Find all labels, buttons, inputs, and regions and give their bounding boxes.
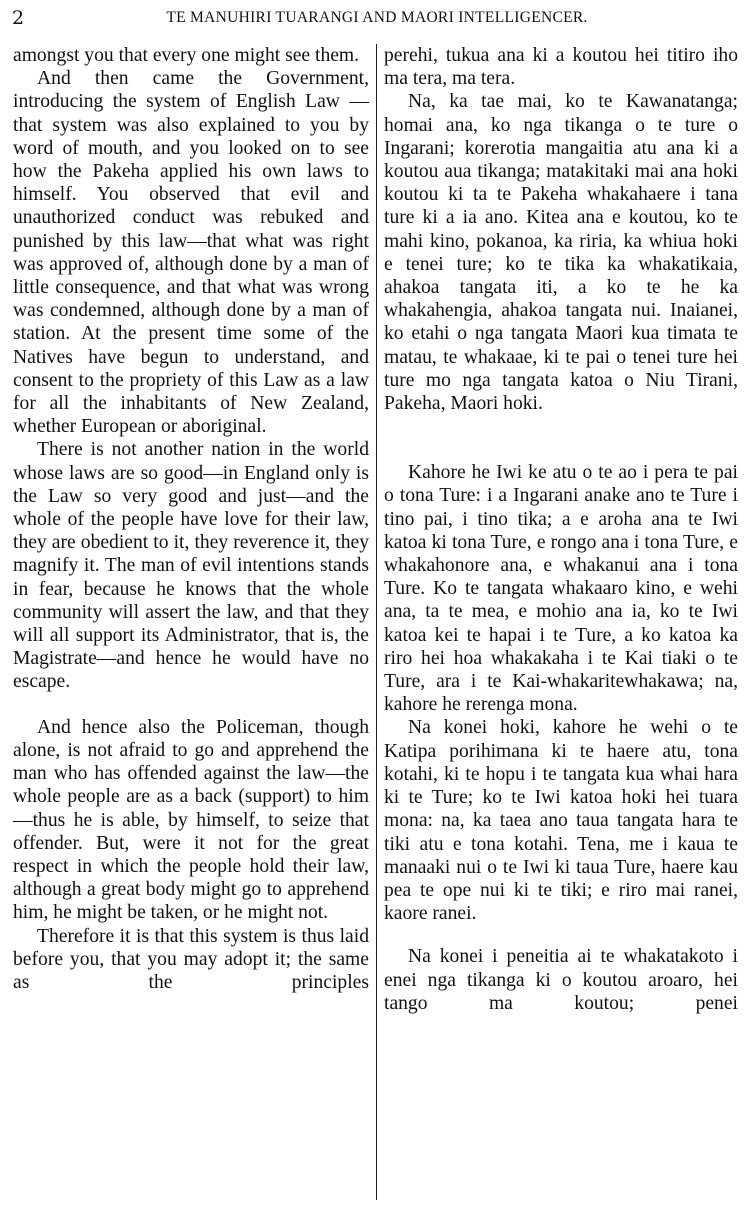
page-number: 2 — [12, 7, 25, 29]
english-paragraph: And hence also the Policeman, though alone, is not afraid to go and apprehend the man who has offended against the law—the whole people are as a back (support) to him—thus he is able, by himself, to seize that offender. But, were it not for the great respect in which the people hold their law, although a great body might go to apprehend him, he might be taken, or he might not. — [13, 716, 369, 924]
column-divider — [376, 44, 377, 1200]
running-title: TE MANUHIRI TUARANGI AND MAORI INTELLIGENCER. — [166, 9, 588, 26]
english-column — [13, 44, 369, 994]
maori-paragraph: Na, ka tae mai, ko te Kawanatanga; homai ana, ko nga tikanga o te ture o Ingarani; korerotia mangaitia atu ana ki a koutou aua tikanga; matakitaki mai ana hoki koutou ki ta te Pakeha whakahaere i tana ture ki a ia ano. Kitea ana e koutou, ko te mahi kino, pokanoa, ka riria, ka whiua hoki e tenei ture; ko te tika ka whakatikaia, ahakoa tangata iti, a ko te he ka whakahengia, ahakoa tangata nui. Inaianei, ko etahi o nga tangata Maori kua timata te matau, te whakaae, ki te pai o tenei ture hei ture mo nga tangata katoa o Niu Tirani, Pakeha, Maori hoki. — [384, 91, 738, 415]
maori-column — [384, 44, 738, 1015]
paragraph-gap — [13, 694, 369, 716]
english-paragraph: There is not another nation in the world whose laws are so good—in England only is the Law so very good and just—and the whole of the people have love for their law, they are obedient to it, they reverence it, they magnify it. The man of evil intentions stands in fear, because he knows that the whole community will assert the law, and that they will all support its Administrator, that is, the Magistrate—and hence he would have no escape. — [13, 439, 369, 693]
english-paragraph: amongst you that every one might see them. — [13, 45, 360, 66]
maori-paragraph: Kahore he Iwi ke atu o te ao i pera te pai o tona Ture: i a Ingarani anake ano te Ture i tino pai, i tino tika; a e aroha ana te Iwi katoa ki tona Ture, e rongo ana i tona Ture, e whakahonore ana, e whakanui ana i tona Ture. Ko te tangata whakaaro kino, e wehi ana, ta te mea, e mohio ana ia, ko te Iwi katoa kei te hapai i te Ture, a ko katoa ka riro hei hoa whakakaha i te Kai tiaki o te Ture, ara i te Kai-whakaritewhakawa; na, kahore he rerenga mona. — [384, 462, 738, 716]
maori-paragraph: perehi, tukua ana ki a koutou hei titiro iho ma tera, ma tera. — [384, 45, 738, 90]
paragraph-gap — [384, 415, 738, 461]
paragraph-gap — [384, 925, 738, 945]
english-paragraph: Therefore it is that this system is thus laid before you, that you may adopt it; the same as the principles — [13, 925, 369, 993]
english-paragraph: And then came the Government, introducing the system of English Law —that system was also explained to you by word of mouth, and you looked on to see how the Pakeha applied his own laws to himself. You observed that evil and unauthorized conduct was rebuked and punished by this law—that what was right was approved of, although done by a man of little consequence, and that what was wrong was condemned, although done by a man of station. At the present time some of the Natives have begun to understand, and consent to the propriety of this Law as a law for all the inhabitants of New Zealand, whether European or aboriginal. — [13, 68, 369, 438]
maori-paragraph: Na konei hoki, kahore he wehi o te Katipa porihimana ki te haere atu, tona kotahi, ki te hopu i te tangata kua whai hara ki te Ture; ko te Iwi katoa hoki hei tuara mona: na, ka taea ano taua tangata hara te tiki atu e tona kotahi. Tena, me i kaua te manaaki nui o te Iwi ki taua Ture, haere kau pea te ope nui ki te tiki; e riro mai ranei, kaore ranei. — [384, 717, 738, 925]
maori-paragraph: Na konei i peneitia ai te whakatakoto i enei nga tikanga ki o koutou aroaro, hei tango ma koutou; penei — [384, 946, 738, 1014]
page-header — [12, 4, 742, 32]
